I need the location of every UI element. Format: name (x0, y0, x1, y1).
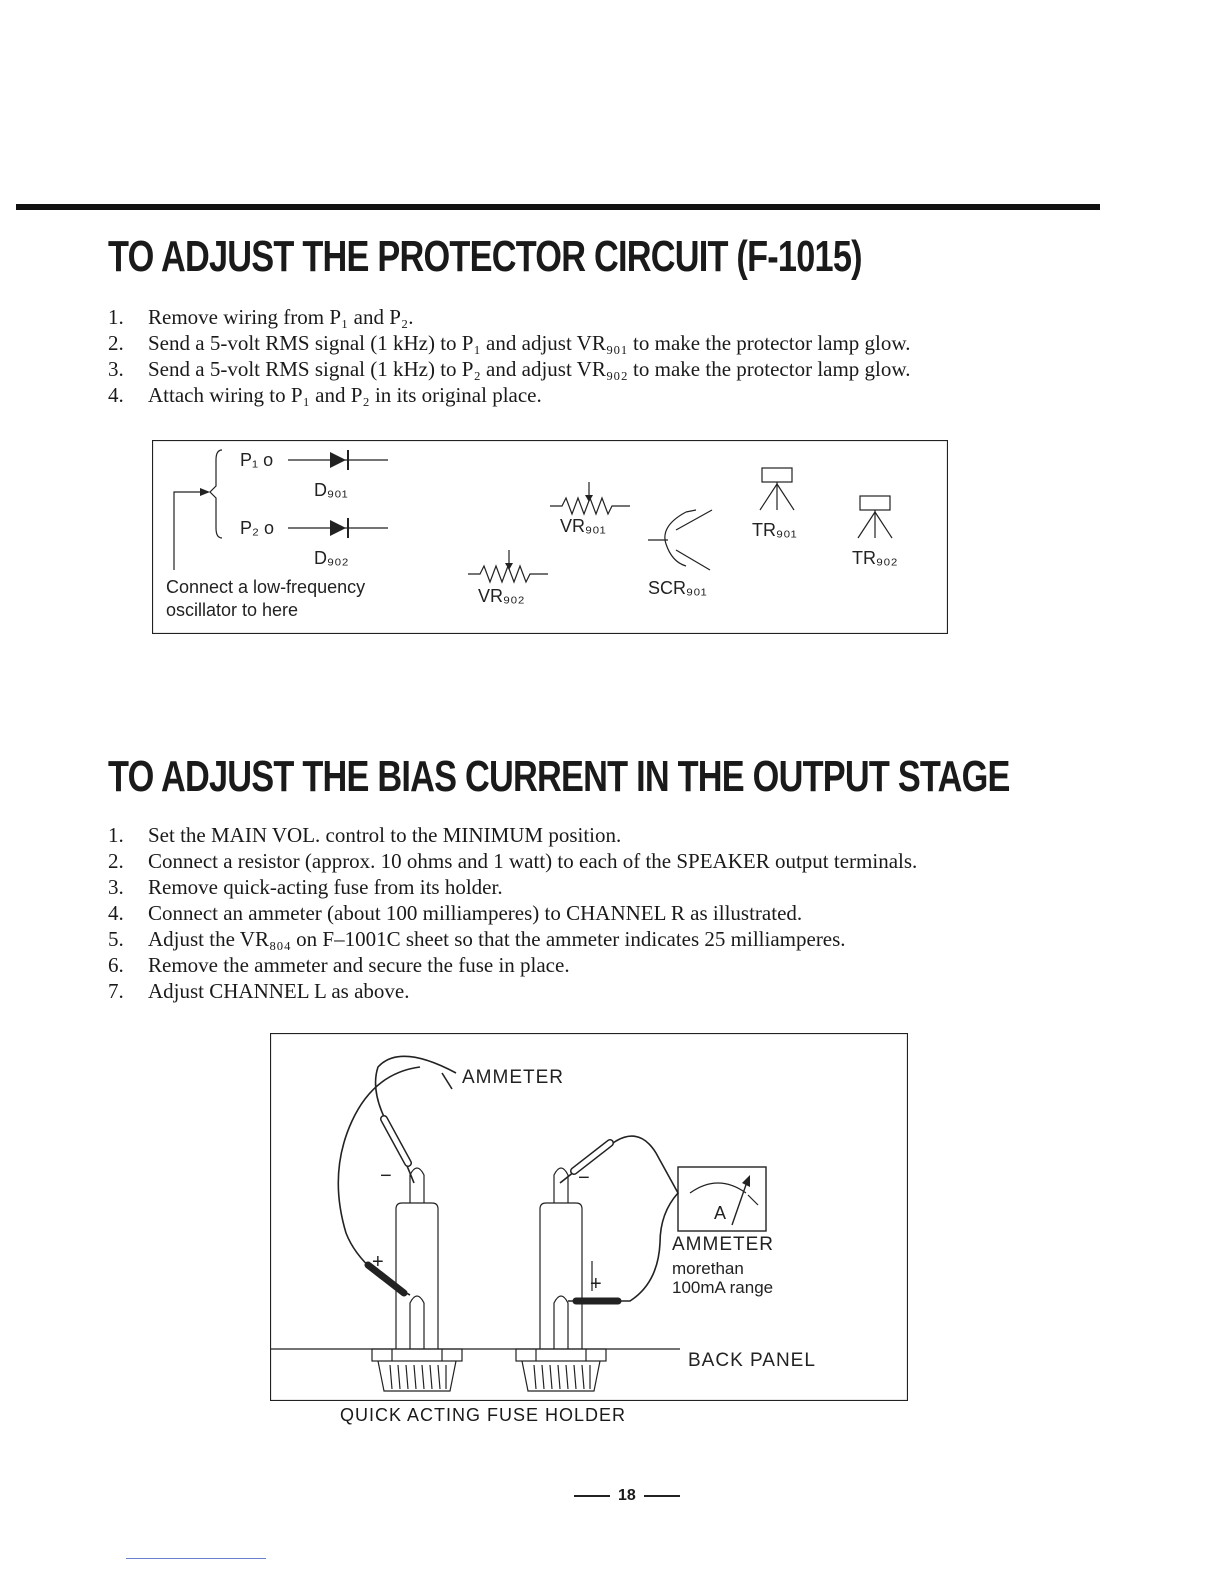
top-rule (16, 204, 1100, 210)
vr901-symbol (550, 498, 630, 514)
list-item (108, 304, 910, 330)
minus-sign-left: − (380, 1165, 392, 1187)
tr902-label: TR₉₀₂ (852, 548, 898, 568)
bias-steps-list (108, 822, 917, 1004)
list-item (108, 978, 917, 1004)
section-title-protector: TO ADJUST THE PROTECTOR CIRCUIT (F-1015) (108, 232, 862, 281)
step-number: 1. (108, 305, 124, 329)
list-item (108, 848, 917, 874)
step-number: 1. (108, 823, 124, 847)
step-number: 7. (108, 979, 124, 1003)
fuse-holder-drawing (270, 1033, 908, 1401)
step-number: 4. (108, 383, 124, 407)
minus-sign-right: − (578, 1167, 590, 1189)
back-panel-label: BACK PANEL (688, 1350, 816, 1371)
tr901-label: TR₉₀₁ (752, 520, 797, 540)
step-text: Remove quick-acting fuse from its holder. (148, 875, 503, 899)
meter-symbol: A (714, 1203, 727, 1223)
step-text: Adjust CHANNEL L as above. (148, 979, 410, 1003)
vr901-label: VR₉₀₁ (560, 516, 606, 536)
list-item (108, 952, 917, 978)
page-number-dash-right (644, 1495, 680, 1497)
tr902-symbol (860, 496, 890, 510)
list-item (108, 874, 917, 900)
step-text: Send a 5-volt RMS signal (1 kHz) to P₁ and adjust VR₉₀₁ to make the protector lamp glow. (148, 331, 911, 355)
list-item (108, 926, 917, 952)
list-item (108, 330, 910, 356)
step-text: Remove wiring from P₁ and P₂. (148, 305, 414, 329)
vr902-symbol (468, 566, 548, 582)
footer-rule (126, 1558, 266, 1559)
list-item (108, 900, 917, 926)
oscillator-lead (174, 492, 208, 570)
brace (210, 450, 222, 538)
list-item (108, 356, 910, 382)
scr901-label: SCR₉₀₁ (648, 578, 707, 598)
p1-label: P₁ o (240, 450, 274, 470)
bias-current-diagram (270, 1033, 908, 1401)
range-line2: 100mA range (672, 1278, 774, 1297)
ammeter-lead-right (560, 1136, 678, 1301)
vr902-label: VR₉₀₂ (478, 586, 525, 606)
step-number: 6. (108, 953, 124, 977)
step-number: 5. (108, 927, 124, 951)
range-line1: morethan (672, 1259, 744, 1278)
page-number-value: 18 (618, 1487, 636, 1504)
figure-caption: QUICK ACTING FUSE HOLDER (340, 1405, 627, 1425)
plus-sign-left: + (372, 1251, 384, 1273)
diode-d901-symbol (330, 452, 346, 468)
ammeter-top-label: AMMETER (462, 1067, 564, 1088)
protector-circuit-diagram (152, 440, 948, 634)
connect-note-line2: oscillator to here (166, 600, 299, 620)
plus-sign-right: + (590, 1273, 602, 1295)
protector-steps-list (108, 304, 910, 408)
section-title-bias: TO ADJUST THE BIAS CURRENT IN THE OUTPUT STAGE (108, 752, 1010, 801)
ammeter-label: AMMETER (672, 1234, 774, 1255)
tr901-symbol (762, 468, 792, 482)
step-number: 2. (108, 849, 124, 873)
step-number: 2. (108, 331, 124, 355)
d902-label: D₉₀₂ (314, 548, 349, 568)
step-text: Adjust the VR₈₀₄ on F–1001C sheet so that the ammeter indicates 25 milliamperes. (148, 927, 846, 951)
step-number: 3. (108, 875, 124, 899)
page-number (566, 1487, 688, 1505)
step-text: Set the MAIN VOL. control to the MINIMUM position. (148, 823, 622, 847)
list-item (108, 382, 910, 408)
step-text: Connect an ammeter (about 100 milliamperes) to CHANNEL R as illustrated. (148, 901, 803, 925)
p2-label: P₂ o (240, 518, 275, 538)
connect-note-line1: Connect a low-frequency (166, 577, 366, 597)
step-text: Connect a resistor (approx. 10 ohms and 1 watt) to each of the SPEAKER output terminals. (148, 849, 918, 873)
step-text: Attach wiring to P₁ and P₂ in its original place. (148, 383, 542, 407)
diode-d902-symbol (330, 520, 346, 536)
step-text: Remove the ammeter and secure the fuse in place. (148, 953, 570, 977)
step-number: 3. (108, 357, 124, 381)
page-number-dash-left (574, 1495, 610, 1497)
d901-label: D₉₀₁ (314, 480, 348, 500)
list-item (108, 822, 917, 848)
step-number: 4. (108, 901, 124, 925)
step-text: Send a 5-volt RMS signal (1 kHz) to P₂ and adjust VR₉₀₂ to make the protector lamp glow. (148, 357, 911, 381)
